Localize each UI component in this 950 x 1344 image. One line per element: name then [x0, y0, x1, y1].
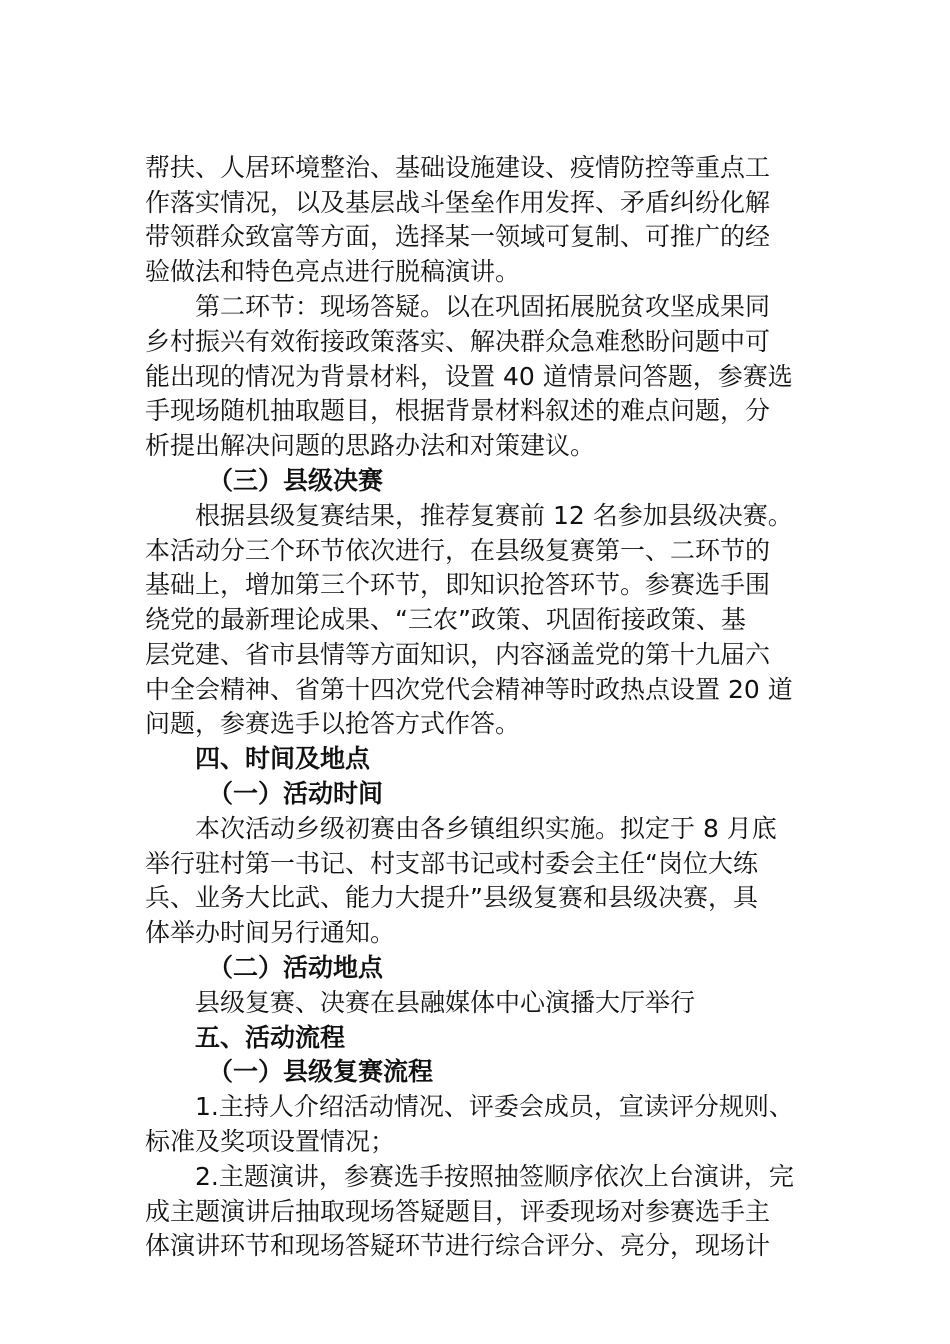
subsection-heading: （二）活动地点: [208, 953, 384, 982]
body-text-line: 成主题演讲后抽取现场答疑题目，评委现场对参赛选手主: [145, 1197, 771, 1226]
body-text-line: 体举办时间另行通知。: [145, 918, 396, 947]
paragraph-first-line: 本次活动乡级初赛由各乡镇组织实施。拟定于 8 月底: [195, 814, 777, 843]
body-text-line: 析提出解决问题的思路办法和对策建议。: [145, 431, 596, 460]
body-text-line: 作落实情况，以及基层战斗堡垒作用发挥、矛盾纠纷化解: [145, 188, 771, 217]
body-text-line: 绕党的最新理论成果、“三农”政策、巩固衔接政策、基: [145, 605, 746, 634]
body-text-line: 乡村振兴有效衔接政策落实、解决群众急难愁盼问题中可: [145, 327, 771, 356]
body-text-line: 兵、业务大比武、能力大提升”县级复赛和县级决赛，具: [145, 883, 758, 912]
paragraph-first-line: 第二环节：现场答疑。以在巩固拓展脱贫攻坚成果同: [195, 292, 771, 321]
paragraph-first-line: 根据县级复赛结果，推荐复赛前 12 名参加县级决赛。: [195, 501, 793, 530]
body-text-line: 基础上，增加第三个环节，即知识抢答环节。参赛选手围: [145, 570, 771, 599]
subsection-heading: （一）县级复赛流程: [208, 1057, 434, 1086]
body-text-line: 验做法和特色亮点进行脱稿演讲。: [145, 257, 521, 286]
body-text-line: 问题，参赛选手以抢答方式作答。: [145, 709, 521, 738]
body-text-line: 手现场随机抽取题目，根据背景材料叙述的难点问题，分: [145, 396, 771, 425]
section-heading: 五、活动流程: [195, 1023, 346, 1052]
body-text-line: 能出现的情况为背景材料，设置 40 道情景问答题，参赛选: [145, 362, 793, 391]
section-heading: 四、时间及地点: [195, 744, 371, 773]
body-text-line: 中全会精神、省第十四次党代会精神等时政热点设置 20 道: [145, 675, 793, 704]
body-text-line: 标准及奖项设置情况；: [145, 1127, 396, 1156]
subsection-heading: （一）活动时间: [208, 779, 384, 808]
body-text-line: 举行驻村第一书记、村支部书记或村委会主任“岗位大练: [145, 849, 758, 878]
paragraph-first-line: 1.主持人介绍活动情况、评委会成员，宣读评分规则、: [195, 1092, 794, 1121]
body-text-line: 帮扶、人居环境整治、基础设施建设、疫情防控等重点工: [145, 153, 771, 182]
body-text-line: 本活动分三个环节依次进行，在县级复赛第一、二环节的: [145, 536, 771, 565]
body-text-line: 层党建、省市县情等方面知识，内容涵盖党的第十九届六: [145, 640, 771, 669]
paragraph-first-line: 县级复赛、决赛在县融媒体中心演播大厅举行: [195, 988, 696, 1017]
body-text-line: 体演讲环节和现场答疑环节进行综合评分、亮分，现场计: [145, 1231, 771, 1260]
subsection-heading: （三）县级决赛: [208, 466, 384, 495]
paragraph-first-line: 2.主题演讲，参赛选手按照抽签顺序依次上台演讲，完: [195, 1162, 794, 1191]
body-text-line: 带领群众致富等方面，选择某一领域可复制、可推广的经: [145, 222, 771, 251]
